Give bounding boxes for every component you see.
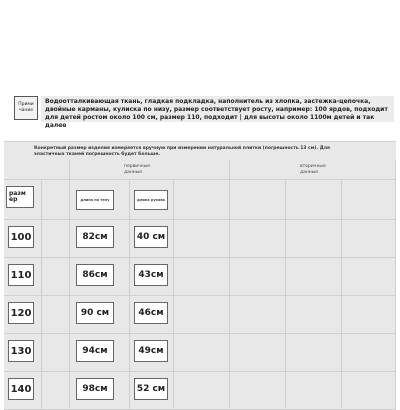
description-label-text: Прими чание bbox=[18, 102, 34, 113]
table-row bbox=[4, 334, 396, 372]
chest-value: 94см bbox=[76, 340, 114, 362]
chest-header-label: длина по телу bbox=[80, 198, 110, 202]
table-row bbox=[4, 258, 396, 296]
product-description bbox=[14, 96, 394, 129]
size-value: 130 bbox=[8, 340, 34, 362]
length-header-cell bbox=[130, 180, 174, 220]
chest-value: 90 см bbox=[76, 302, 114, 324]
secondary-group-label: вторичные данные bbox=[300, 164, 326, 175]
header-corner bbox=[4, 160, 70, 180]
chest-header-cell bbox=[70, 180, 130, 220]
empty-header-4 bbox=[342, 180, 396, 220]
length-value: 46см bbox=[134, 302, 168, 324]
length-value: 40 см bbox=[134, 226, 168, 248]
table-row bbox=[4, 220, 396, 258]
spacer-header bbox=[42, 180, 70, 220]
length-value: 49см bbox=[134, 340, 168, 362]
secondary-group-header bbox=[230, 160, 396, 180]
length-header-box bbox=[134, 190, 168, 210]
primary-group-header bbox=[70, 160, 230, 180]
table-row bbox=[4, 372, 396, 410]
description-label bbox=[14, 96, 38, 120]
length-value: 43см bbox=[134, 264, 168, 286]
size-grid bbox=[4, 160, 396, 410]
description-text: Водоотталкивающая ткань, гладкая подкладка, наполнитель из хлопка, застежка-цепочка, двойные карманы, кулиска по низу, размер соответствует росту, например: 100 ярдов, подходит для детей ростом около 100 см, размер 110, подходит | для высоты около 1100м детей и так далее bbox=[41, 96, 394, 122]
measurement-note: Конкретный размер изделия измеряется вручную при измерении натуральной плитки (погрешность 13 см). Для эластичных тканей погрешность будет больше. bbox=[34, 146, 330, 157]
empty-header-1 bbox=[174, 180, 230, 220]
size-value: 110 bbox=[8, 264, 34, 286]
length-value: 52 см bbox=[134, 378, 168, 400]
size-header-box bbox=[6, 186, 34, 208]
empty-header-2 bbox=[230, 180, 286, 220]
primary-group-label: первичные данные bbox=[124, 164, 151, 175]
size-value: 120 bbox=[8, 302, 34, 324]
size-header-label: разм ер bbox=[9, 190, 26, 203]
chest-value: 82см bbox=[76, 226, 114, 248]
chest-header-box bbox=[76, 190, 114, 210]
size-header-cell bbox=[4, 180, 42, 220]
length-header-label: длина рукава bbox=[137, 198, 165, 202]
size-table bbox=[4, 141, 396, 410]
chest-value: 86см bbox=[76, 264, 114, 286]
empty-header-3 bbox=[286, 180, 342, 220]
size-value: 140 bbox=[8, 378, 34, 400]
chest-value: 98см bbox=[76, 378, 114, 400]
size-value: 100 bbox=[8, 226, 34, 248]
table-row bbox=[4, 296, 396, 334]
